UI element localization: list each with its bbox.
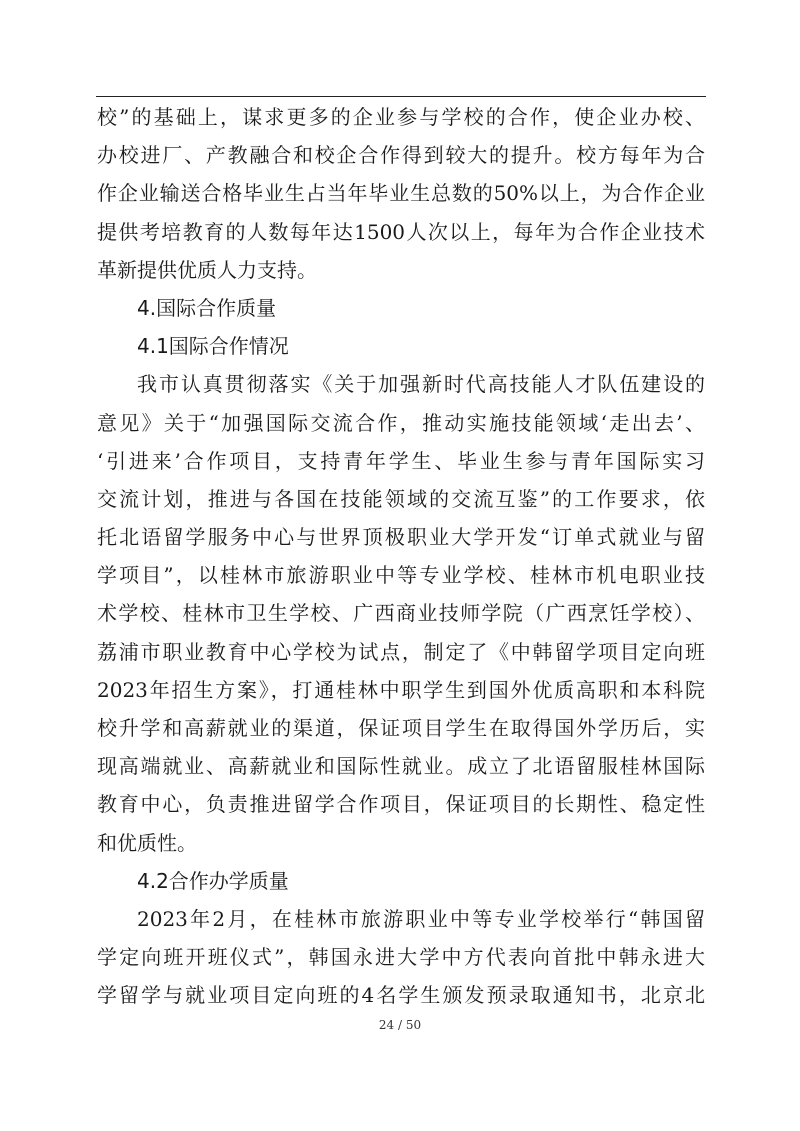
paragraph-line: 校升学和高薪就业的渠道，保证项目学生在取得国外学历后，实 [97, 716, 705, 740]
paragraph-line: 提供考培教育的人数每年达1500人次以上，每年为合作企业技术 [97, 219, 705, 244]
paragraph-line: 办校进厂、产教融合和校企合作得到较大的提升。校方每年为合 [97, 143, 705, 168]
paragraph-line: 学留学与就业项目定向班的4名学生颁发预录取通知书，北京北 [97, 983, 705, 1008]
header-rule [96, 96, 706, 97]
paragraph-line: 革新提供优质人力支持。 [97, 257, 317, 282]
section-heading: 4.国际合作质量 [137, 295, 277, 320]
paragraph-line: 校”的基础上，谋求更多的企业参与学校的合作，使企业办校、 [97, 105, 705, 129]
paragraph-line: 学定向班开班仪式”，韩国永进大学中方代表向首批中韩永进大 [97, 945, 705, 970]
paragraph-line: 我市认真贯彻落实《关于加强新时代高技能人才队伍建设的 [137, 372, 705, 397]
subsection-heading: 4.1国际合作情况 [137, 334, 289, 359]
paragraph-line: 荔浦市职业教育中心学校为试点，制定了《中韩留学项目定向班 [97, 639, 705, 664]
paragraph-line: 意见》关于“加强国际交流合作，推动实施技能领域‘走出去’、 [97, 410, 705, 435]
paragraph-line: 2023年招生方案》，打通桂林中职学生到国外优质高职和本科院 [97, 677, 705, 702]
paragraph-line: 交流计划，推进与各国在技能领域的交流互鉴”的工作要求，依 [97, 486, 705, 511]
page-content [97, 98, 705, 1015]
paragraph-line: 和优质性。 [97, 830, 197, 855]
paragraph-line: 托北语留学服务中心与世界顶极职业大学开发“订单式就业与留 [97, 525, 705, 550]
paragraph-line: 术学校、桂林市卫生学校、广西商业技师学院（广西烹饪学校）、 [97, 601, 705, 626]
paragraph-line: 现高端就业、高薪就业和国际性就业。成立了北语留服桂林国际 [97, 754, 705, 779]
paragraph-line: 学项目”，以桂林市旅游职业中等专业学校、桂林市机电职业技 [97, 563, 705, 588]
page-number: 24 / 50 [378, 1018, 422, 1032]
subsection-heading: 4.2合作办学质量 [137, 868, 289, 893]
paragraph-line: ‘引进来’合作项目，支持青年学生、毕业生参与青年国际实习 [97, 448, 705, 473]
paragraph-line: 作企业输送合格毕业生占当年毕业生总数的50%以上，为合作企业 [97, 181, 705, 206]
paragraph-line: 教育中心，负责推进留学合作项目，保证项目的长期性、稳定性 [97, 792, 705, 817]
paragraph-line: 2023年2月，在桂林市旅游职业中等专业学校举行“韩国留 [137, 906, 705, 931]
